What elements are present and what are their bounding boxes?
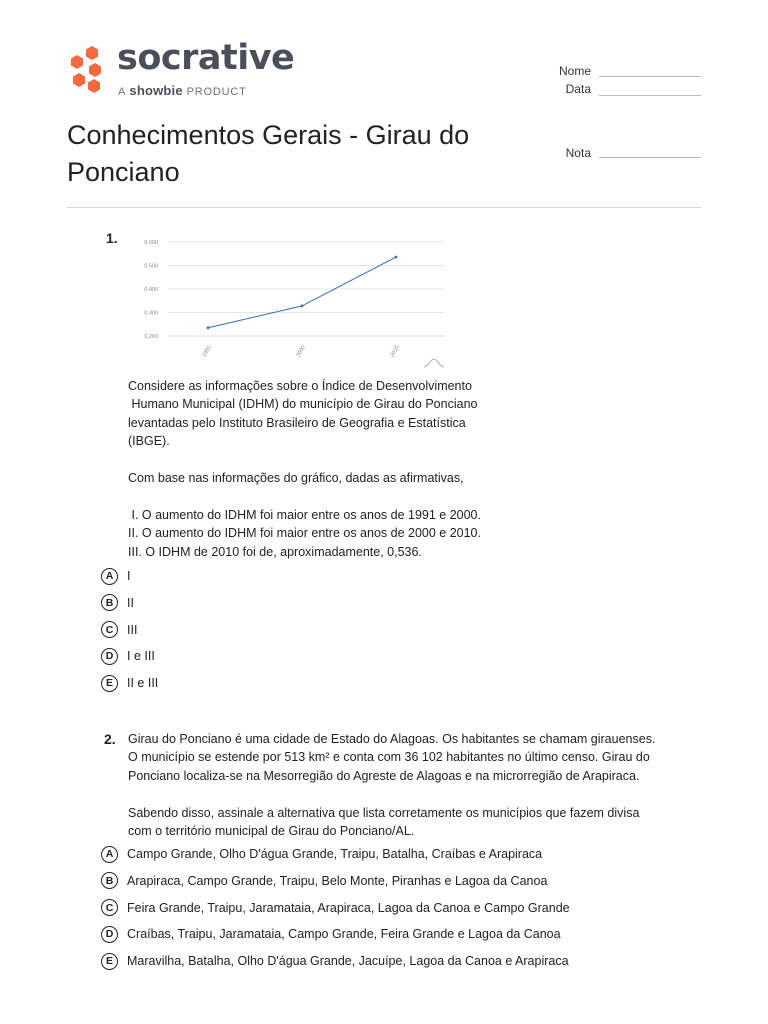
question-text [128, 730, 655, 840]
date-label: Data [565, 82, 591, 96]
question-text-line: Humano Municipal (IDHM) do município de Girau do Ponciano [128, 397, 478, 412]
option-letter-circle[interactable]: C [101, 899, 118, 916]
question-text-line: O município se estende por 513 km² e conta com 36 102 habitantes no último censo. Girau do [128, 750, 650, 765]
question-text-line: Sabendo disso, assinale a alternativa que lista corretamente os municípios que fazem divisa [128, 805, 640, 820]
chart-watermark-icon [424, 359, 444, 367]
header-divider [67, 207, 701, 208]
chart-y-tick-label: 0,400 [144, 287, 158, 293]
question-text-line: Considere as informações sobre o Índice de Desenvolvimento [128, 379, 472, 393]
option-text: Feira Grande, Traipu, Jaramataia, Arapiraca, Lagoa da Canoa e Campo Grande [127, 900, 570, 915]
question-text-line: Ponciano localiza-se na Mesorregião do Agreste de Alagoas e na microrregião de Arapiraca. [128, 768, 640, 783]
answer-option-c[interactable] [101, 898, 570, 918]
question-text-line: Com base nas informações do gráfico, dadas as afirmativas, [128, 471, 464, 486]
question-text-line: I. O aumento do IDHM foi maior entre os anos de 1991 e 2000. [128, 507, 481, 522]
option-text: I e III [127, 649, 155, 664]
chart-x-tick-label: 2010 [389, 344, 401, 359]
answer-option-b[interactable] [101, 871, 547, 891]
answer-option-c[interactable] [101, 620, 137, 640]
question-text-line: (IBGE). [128, 434, 170, 449]
option-text: Craíbas, Traipu, Jaramataia, Campo Grande, Feira Grande e Lagoa da Canoa [127, 927, 561, 942]
chart-y-tick-label: 0,500 [144, 263, 158, 270]
question-text-line [128, 785, 655, 803]
hexagon-logo-icon [67, 44, 107, 96]
quiz-title: Conhecimentos Gerais - Girau do Ponciano [67, 120, 470, 187]
option-text: I [127, 569, 131, 583]
option-letter-circle[interactable]: C [101, 621, 118, 638]
question-text-line: III. O IDHM de 2010 foi de, aproximadamente, 0,536. [128, 544, 422, 559]
chart-x-tick-label: 1991 [201, 344, 213, 359]
option-text: Arapiraca, Campo Grande, Traipu, Belo Monte, Piranhas e Lagoa da Canoa [127, 873, 548, 888]
name-label: Nome [558, 64, 591, 78]
chart-y-tick-label: 0,200 [144, 334, 158, 340]
question-text [128, 377, 481, 561]
option-text: II e III [127, 676, 159, 691]
brand-tagline: A showbie PRODUCT [118, 83, 247, 98]
grade-label: Nota [565, 146, 591, 160]
answer-option-a[interactable] [101, 844, 542, 864]
answer-option-a[interactable] [101, 566, 130, 586]
option-letter-circle[interactable]: A [101, 568, 118, 585]
option-letter-circle[interactable]: B [101, 872, 118, 889]
date-field[interactable] [599, 95, 701, 96]
answer-option-e[interactable] [101, 951, 569, 971]
grade-field[interactable] [599, 157, 701, 158]
name-field[interactable] [599, 76, 701, 77]
option-letter-circle[interactable]: E [101, 675, 118, 692]
option-letter-circle[interactable]: B [101, 594, 118, 611]
chart-data-point [301, 305, 304, 308]
question-text-line: II. O aumento do IDHM foi maior entre os anos de 2000 e 2010. [128, 526, 481, 541]
chart-series-line [208, 257, 396, 328]
chart-data-point [207, 326, 210, 329]
brand-name: socrative [117, 38, 295, 78]
chart-y-tick-label: 0,300 [144, 310, 158, 317]
answer-option-b[interactable] [101, 593, 134, 613]
option-letter-circle[interactable]: E [101, 953, 118, 970]
idhm-line-chart [138, 232, 450, 372]
question-text-line [128, 451, 481, 469]
question-number: 2. [104, 731, 116, 747]
option-text: III [127, 622, 138, 637]
chart-y-tick-label: 0,600 [144, 240, 158, 246]
chart-data-point [395, 256, 398, 259]
option-letter-circle[interactable]: A [101, 846, 118, 863]
option-text: Campo Grande, Olho D'água Grande, Traipu, Batalha, Craíbas e Arapiraca [127, 847, 543, 861]
chart-x-tick-label: 2000 [295, 344, 307, 359]
answer-option-e[interactable] [101, 673, 158, 693]
question-text-line: levantadas pelo Instituto Brasileiro de Geografia e Estatística [128, 415, 466, 430]
option-text: Maravilha, Batalha, Olho D'água Grande, Jacuípe, Lagoa da Canoa e Arapiraca [127, 954, 569, 969]
answer-option-d[interactable] [101, 646, 155, 666]
question-number: 1. [106, 230, 118, 246]
question-text-line: Girau do Ponciano é uma cidade de Estado do Alagoas. Os habitantes se chamam girauenses. [128, 732, 656, 746]
question-text-line [128, 487, 481, 505]
option-text: II [127, 595, 134, 610]
question-text-line: com o território municipal de Girau do Ponciano/AL. [128, 824, 415, 839]
option-letter-circle[interactable]: D [101, 926, 118, 943]
answer-option-d[interactable] [101, 924, 561, 944]
option-letter-circle[interactable]: D [101, 648, 118, 665]
